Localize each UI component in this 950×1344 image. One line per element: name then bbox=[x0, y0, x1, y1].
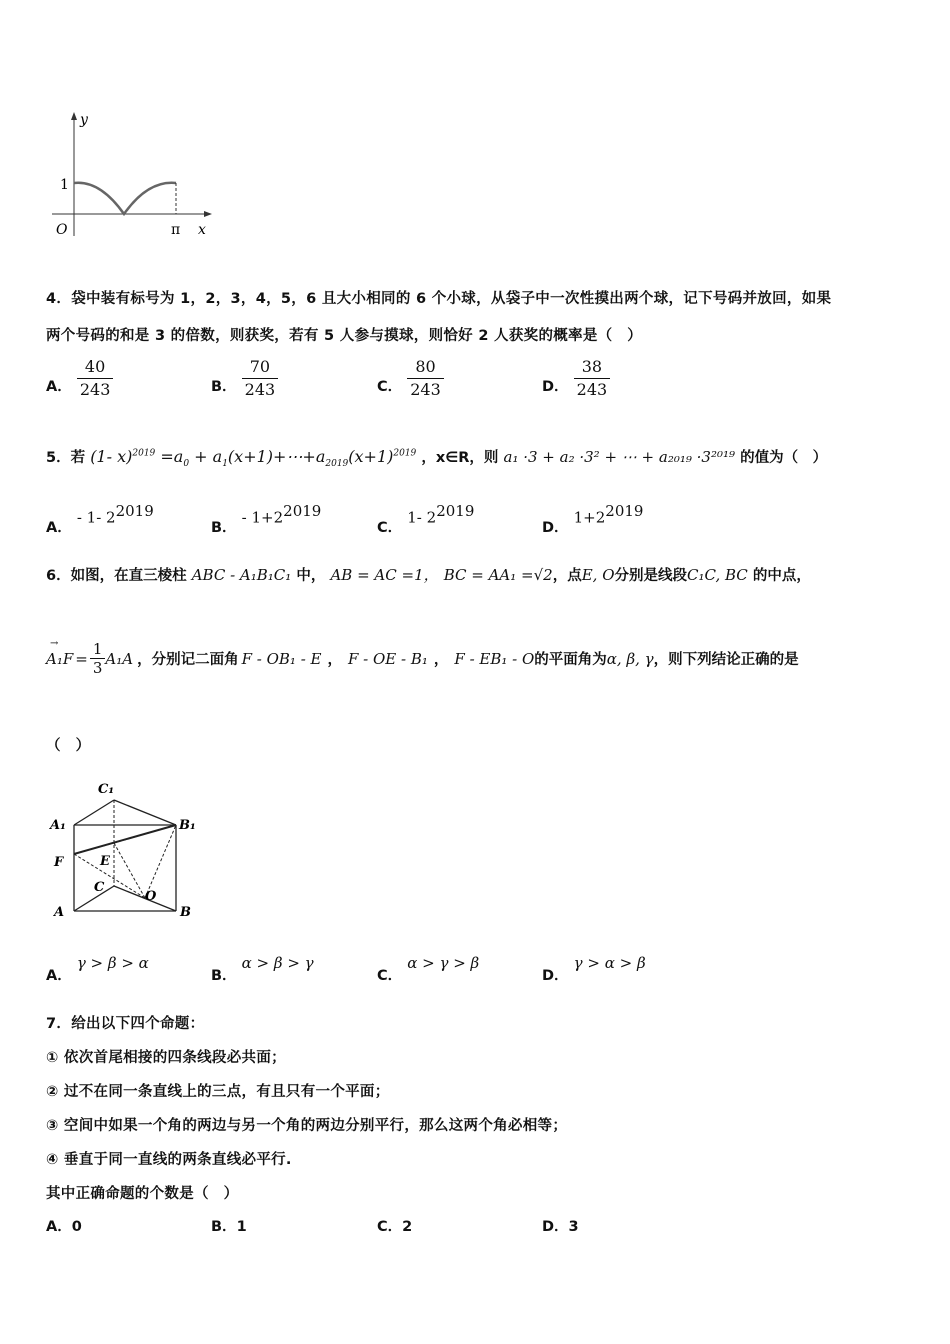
q5-lhs bbox=[90, 447, 421, 470]
q6-option-c[interactable] bbox=[377, 952, 480, 984]
q6-option-d-expr: γ > α > β bbox=[573, 954, 646, 972]
q4-option-c-num: 80 bbox=[415, 357, 436, 376]
q6-t7: 的平面角为 bbox=[534, 652, 607, 668]
label-F: F bbox=[54, 855, 64, 870]
q6-t3: ，点 bbox=[552, 568, 582, 584]
q7-item-2: ② 过不在同一条直线上的三点，有且只有一个平面； bbox=[46, 1084, 390, 1100]
q5-sub0: 0 bbox=[183, 459, 190, 470]
q4-option-d-frac bbox=[574, 356, 611, 401]
q6-frac-num: 1 bbox=[92, 640, 103, 658]
q5-option-d[interactable] bbox=[542, 502, 644, 537]
q5-rhs-exp: 2019 bbox=[393, 448, 417, 459]
q5-option-b-exp: 2019 bbox=[283, 502, 322, 520]
q5-suffix: 的值为（ ） bbox=[740, 450, 828, 466]
q4-option-d-den: 243 bbox=[574, 378, 611, 401]
q5-option-c-label: C． bbox=[377, 520, 403, 537]
function-graph bbox=[40, 108, 220, 243]
q4-option-c[interactable] bbox=[377, 356, 444, 401]
q4-line1: 4．袋中装有标号为 1，2，3，4，5，6 且大小相同的 6 个小球，从袋子中一次性摸出两个球，记下号码并放回，如果 bbox=[46, 291, 832, 307]
q6-angles: α, β, γ bbox=[606, 649, 654, 668]
q4-option-a[interactable] bbox=[46, 356, 113, 401]
q6-vec-lhs bbox=[46, 637, 74, 668]
y-axis-arrow bbox=[71, 112, 77, 120]
q6-vec-arrow: → bbox=[50, 637, 59, 649]
q6-t6: ，分别记二面角 bbox=[137, 652, 239, 668]
q7-option-a-label: A． bbox=[46, 1219, 72, 1235]
label-C1: C₁ bbox=[98, 782, 115, 797]
q6-option-c-label: C． bbox=[377, 968, 403, 984]
q6-line2 bbox=[46, 637, 799, 677]
q7-option-b-label: B． bbox=[211, 1219, 237, 1235]
q4-option-a-label: A． bbox=[46, 379, 72, 395]
q6-eq-sign: = bbox=[75, 649, 88, 668]
q6-vec-lhs-text: A₁F bbox=[46, 649, 74, 668]
label-C: C bbox=[94, 880, 105, 895]
label-A1: A₁ bbox=[50, 818, 66, 833]
q4-option-b[interactable] bbox=[211, 356, 278, 401]
q6-d1: F - OB₁ - E bbox=[241, 649, 322, 668]
q5-rhs-c: (x+1)+⋯+a bbox=[227, 447, 326, 466]
q6-eq2: BC = AA₁ =√2 bbox=[443, 566, 553, 584]
q7-option-b[interactable] bbox=[211, 1215, 247, 1236]
q4-option-d-num: 38 bbox=[581, 357, 603, 376]
q5-option-c-base: 1- 2 bbox=[407, 508, 437, 527]
q6-d2: F - OE - B₁ bbox=[347, 649, 428, 668]
q5-lhs-exp: 2019 bbox=[132, 448, 156, 459]
prism-figure bbox=[46, 778, 206, 923]
q5-option-d-exp: 2019 bbox=[605, 502, 644, 520]
q6-frac bbox=[90, 640, 106, 677]
q7-option-d-value: 3 bbox=[568, 1219, 579, 1235]
q6-option-b[interactable] bbox=[211, 952, 314, 984]
q4-option-a-frac bbox=[77, 356, 114, 401]
q5-option-a[interactable] bbox=[46, 502, 154, 537]
q5-option-b[interactable] bbox=[211, 502, 322, 537]
q7-option-d[interactable] bbox=[542, 1215, 579, 1236]
origin-label: O bbox=[56, 222, 68, 238]
q6-prism: ABC - A₁B₁C₁ bbox=[191, 566, 292, 584]
seg-E-O bbox=[114, 843, 145, 898]
q5-option-a-base: - 1- 2 bbox=[76, 508, 116, 527]
q4-line2: 两个号码的和是 3 的倍数，则获奖，若有 5 人参与摸球，则恰好 2 人获奖的概率是（ ） bbox=[46, 328, 643, 344]
x-label: x bbox=[198, 222, 206, 238]
q6-t1: 6．如图，在直三棱柱 bbox=[46, 568, 187, 584]
edge-A1-C1 bbox=[74, 800, 114, 825]
seg-O-B1 bbox=[145, 825, 176, 898]
q5-option-c-exp: 2019 bbox=[436, 502, 475, 520]
q5-option-d-label: D． bbox=[542, 520, 569, 537]
label-O: O bbox=[145, 889, 157, 904]
q4-option-a-den: 243 bbox=[77, 378, 114, 401]
q5-rhs-d: (x+1) bbox=[348, 447, 394, 466]
q5-option-a-exp: 2019 bbox=[115, 502, 154, 520]
q6-option-b-expr: α > β > γ bbox=[241, 954, 314, 972]
label-B1: B₁ bbox=[179, 818, 196, 833]
q6-t8: ，则下列结论正确的是 bbox=[653, 652, 799, 668]
q5-sub1: 1 bbox=[222, 459, 228, 470]
q4-option-a-num: 40 bbox=[84, 357, 106, 376]
q6-paren: （ ） bbox=[46, 738, 91, 754]
q4-option-c-den: 243 bbox=[407, 378, 444, 401]
q6-option-b-label: B． bbox=[211, 968, 237, 984]
q5-cond: ，x∈R，则 bbox=[421, 450, 499, 466]
q7-option-a-value: 0 bbox=[71, 1219, 82, 1235]
q5-option-c[interactable] bbox=[377, 502, 475, 537]
q4-option-d-label: D． bbox=[542, 379, 569, 395]
q4-option-c-frac bbox=[407, 356, 444, 401]
q7-option-b-value: 1 bbox=[236, 1219, 247, 1235]
q4-option-b-label: B． bbox=[211, 379, 237, 395]
seg-F-E bbox=[74, 843, 114, 854]
q5-prefix: 5．若 bbox=[46, 450, 86, 466]
q7-option-c[interactable] bbox=[377, 1215, 412, 1236]
q6-comma1: ， bbox=[327, 652, 342, 668]
q7-title: 7．给出以下四个命题： bbox=[46, 1016, 205, 1032]
label-E: E bbox=[100, 854, 110, 869]
q6-t5: 的中点， bbox=[752, 568, 811, 584]
q5-option-d-base: 1+2 bbox=[573, 508, 606, 527]
q6-vec-rhs: A₁A bbox=[105, 649, 134, 668]
q6-option-a[interactable] bbox=[46, 952, 149, 984]
q6-t4: 分别是线段 bbox=[614, 568, 688, 584]
q7-question: 其中正确命题的个数是（ ） bbox=[46, 1186, 239, 1202]
q7-option-c-value: 2 bbox=[402, 1219, 413, 1235]
q5-rhs-a: =a bbox=[160, 447, 184, 466]
q5-sub2019: 2019 bbox=[325, 459, 349, 470]
label-A: A bbox=[54, 905, 65, 920]
q7-item-1: ① 依次首尾相接的四条线段必共面； bbox=[46, 1050, 286, 1066]
one-label: 1 bbox=[60, 177, 69, 193]
q5-option-b-base: - 1+2 bbox=[241, 508, 284, 527]
q5-rhs-b: + a bbox=[189, 447, 223, 466]
q6-segs: C₁C, BC bbox=[687, 566, 748, 584]
q6-line1 bbox=[46, 564, 811, 585]
q6-pts: E, O bbox=[581, 566, 615, 584]
q4-option-b-num: 70 bbox=[249, 357, 271, 376]
q6-frac-den: 3 bbox=[90, 658, 106, 677]
q5-lhs-base: (1- x) bbox=[90, 447, 133, 466]
q4-option-c-label: C． bbox=[377, 379, 403, 395]
q4-option-b-den: 243 bbox=[242, 378, 279, 401]
q6-option-a-label: A． bbox=[46, 968, 72, 984]
y-label: y bbox=[80, 112, 88, 128]
q7-item-3: ③ 空间中如果一个角的两边与另一个角的两边分别平行，那么这两个角必相等； bbox=[46, 1118, 568, 1134]
edge-C1-B1 bbox=[114, 800, 176, 825]
q6-option-d[interactable] bbox=[542, 952, 646, 984]
pi-label: π bbox=[171, 222, 181, 238]
q5-sum: a₁ ·3 + a₂ ·3² + ⋯ + a₂₀₁₉ ·3²⁰¹⁹ bbox=[503, 448, 736, 466]
q7-option-d-label: D． bbox=[542, 1219, 569, 1235]
q6-option-a-expr: γ > β > α bbox=[76, 954, 149, 972]
q4-option-d[interactable] bbox=[542, 356, 610, 401]
q6-t2: 中， bbox=[296, 568, 326, 584]
q7-option-a[interactable] bbox=[46, 1215, 82, 1236]
q4-option-b-frac bbox=[242, 356, 279, 401]
label-B: B bbox=[180, 905, 191, 920]
q5-option-a-label: A． bbox=[46, 520, 72, 537]
q6-d3: F - EB₁ - O bbox=[454, 649, 535, 668]
q5-option-b-label: B． bbox=[211, 520, 237, 537]
q6-comma2: ， bbox=[433, 652, 449, 668]
q5-stem bbox=[46, 446, 827, 469]
q7-item-4: ④ 垂直于同一直线的两条直线必平行. bbox=[46, 1152, 292, 1168]
q6-option-d-label: D． bbox=[542, 968, 569, 984]
x-axis-arrow bbox=[204, 211, 212, 217]
q7-option-c-label: C． bbox=[377, 1219, 403, 1235]
curve bbox=[74, 183, 176, 214]
q6-option-c-expr: α > γ > β bbox=[407, 954, 480, 972]
q6-eq1: AB = AC =1， bbox=[330, 566, 439, 584]
